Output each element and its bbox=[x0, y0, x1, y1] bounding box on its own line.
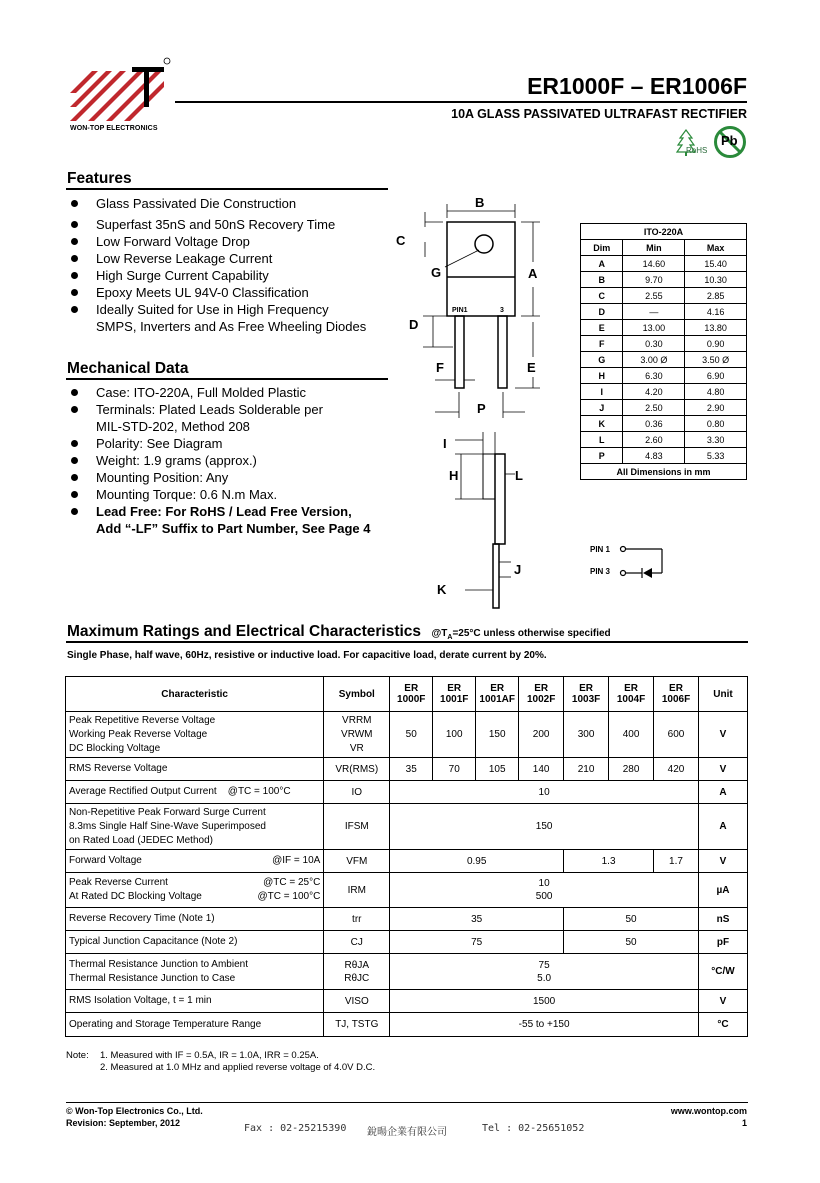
mechanical-heading: Mechanical Data bbox=[67, 360, 189, 377]
symbol-cell: VRRM VRWM VR bbox=[324, 712, 390, 758]
footer-tel: Tel : 02-25651052 bbox=[482, 1123, 585, 1134]
value-cell: 400 bbox=[609, 712, 654, 758]
char-cell: Non-Repetitive Peak Forward Surge Current 8.3ms Single Half Sine-Wave Superimposed on Rated Load (JEDEC Method) bbox=[66, 804, 324, 850]
ratings-table bbox=[65, 676, 748, 1037]
table-row bbox=[581, 256, 747, 272]
table-row bbox=[581, 368, 747, 384]
table-row bbox=[581, 288, 747, 304]
brand-name: WON-TOP ELECTRONICS bbox=[70, 125, 158, 132]
table-row bbox=[66, 850, 748, 873]
unit-cell: V bbox=[698, 712, 747, 758]
footer-revision: Revision: September, 2012 bbox=[66, 1118, 181, 1128]
table-row bbox=[66, 931, 748, 954]
dim-cell: K bbox=[581, 416, 623, 432]
value-cell: 10 500 bbox=[390, 873, 699, 908]
list-item: Glass Passivated Die Construction bbox=[67, 195, 366, 212]
mechanical-list bbox=[67, 384, 371, 537]
dim-label-h: H bbox=[449, 468, 459, 483]
table-row bbox=[581, 432, 747, 448]
rohs-tree-icon bbox=[676, 128, 712, 160]
dim-cell: L bbox=[581, 432, 623, 448]
schematic-pin1-label: PIN 1 bbox=[590, 545, 611, 554]
rohs-badge bbox=[676, 128, 712, 160]
unit-cell: A bbox=[698, 781, 747, 804]
dim-cell: B bbox=[581, 272, 623, 288]
value-cell: 50 bbox=[564, 931, 699, 954]
dim-cell: 2.50 bbox=[623, 400, 685, 416]
table-header-row bbox=[66, 677, 748, 712]
pb-label: Pb bbox=[721, 133, 738, 148]
dim-col-header: Max bbox=[685, 240, 747, 256]
list-item: Terminals: Plated Leads Solderable per bbox=[67, 401, 371, 418]
table-row bbox=[66, 712, 748, 758]
dim-cell: 4.20 bbox=[623, 384, 685, 400]
unit-cell: pF bbox=[698, 931, 747, 954]
symbol-cell: TJ, TSTG bbox=[324, 1013, 390, 1037]
list-item: Low Forward Voltage Drop bbox=[67, 233, 366, 250]
dim-cell: 3.50 Ø bbox=[685, 352, 747, 368]
features-heading: Features bbox=[67, 170, 132, 187]
col-header-part: ER 1001F bbox=[433, 677, 476, 712]
table-row bbox=[581, 272, 747, 288]
pin1-marker: PIN1 bbox=[452, 307, 468, 314]
value-cell: 150 bbox=[476, 712, 519, 758]
dim-label-i: I bbox=[443, 436, 447, 451]
unit-cell: nS bbox=[698, 908, 747, 931]
symbol-cell: trr bbox=[324, 908, 390, 931]
col-header-unit: Unit bbox=[698, 677, 747, 712]
dim-cell: 6.30 bbox=[623, 368, 685, 384]
unit-cell: °C bbox=[698, 1013, 747, 1037]
footer-company-cn: 銳暘企業有限公司 bbox=[367, 1127, 447, 1138]
dim-table-title: ITO-220A bbox=[581, 224, 747, 240]
package-outline-drawing bbox=[395, 192, 560, 612]
dim-label-g: G bbox=[431, 265, 442, 280]
dim-cell: 0.90 bbox=[685, 336, 747, 352]
ratings-cond-rest: =25°C unless otherwise specified bbox=[452, 628, 611, 639]
unit-cell: V bbox=[698, 990, 747, 1013]
table-row bbox=[581, 352, 747, 368]
ratings-heading: Maximum Ratings and Electrical Characteristics bbox=[67, 623, 422, 640]
dim-cell: H bbox=[581, 368, 623, 384]
dim-cell: — bbox=[623, 304, 685, 320]
list-item: High Surge Current Capability bbox=[67, 267, 366, 284]
value-cell: 75 5.0 bbox=[390, 954, 699, 990]
value-cell: 210 bbox=[564, 758, 609, 781]
note-2: 2. Measured at 1.0 MHz and applied reverse voltage of 4.0V D.C. bbox=[100, 1062, 376, 1073]
ratings-cond: @T bbox=[431, 628, 448, 639]
value-cell: 50 bbox=[564, 908, 699, 931]
list-item: Epoxy Meets UL 94V-0 Classification bbox=[67, 284, 366, 301]
char-cell: Peak Repetitive Reverse Voltage Working Peak Reverse Voltage DC Blocking Voltage bbox=[66, 712, 324, 758]
col-header-part: ER 1001AF bbox=[476, 677, 519, 712]
value-cell: 105 bbox=[476, 758, 519, 781]
value-cell: 0.95 bbox=[390, 850, 564, 873]
notes-label: Note: bbox=[66, 1050, 89, 1061]
rohs-label: RoHS bbox=[686, 146, 708, 155]
col-header-part: ER 1000F bbox=[390, 677, 433, 712]
value-cell: 1500 bbox=[390, 990, 699, 1013]
value-cell: 300 bbox=[564, 712, 609, 758]
value-cell: 280 bbox=[609, 758, 654, 781]
char-cell: Average Rectified Output Current @TC = 100°C bbox=[66, 781, 324, 804]
dim-cell: 4.80 bbox=[685, 384, 747, 400]
table-row bbox=[66, 908, 748, 931]
list-item: Case: ITO-220A, Full Molded Plastic bbox=[67, 384, 371, 401]
dim-label-l: L bbox=[515, 468, 523, 483]
value-cell: 600 bbox=[654, 712, 699, 758]
char-cell: Reverse Recovery Time (Note 1) bbox=[66, 908, 324, 931]
col-header-part: ER 1002F bbox=[519, 677, 564, 712]
table-row bbox=[66, 1013, 748, 1037]
char-cell: Operating and Storage Temperature Range bbox=[66, 1013, 324, 1037]
list-item: Ideally Suited for Use in High Frequency bbox=[67, 301, 366, 318]
value-cell: 140 bbox=[519, 758, 564, 781]
polarity-schematic bbox=[590, 540, 690, 585]
dim-cell: C bbox=[581, 288, 623, 304]
table-row bbox=[581, 320, 747, 336]
logo-mark-icon bbox=[66, 55, 171, 125]
dim-cell: 10.30 bbox=[685, 272, 747, 288]
value-cell: 150 bbox=[390, 804, 699, 850]
footer-copyright: © Won-Top Electronics Co., Ltd. bbox=[66, 1106, 203, 1116]
col-header-part: ER 1003F bbox=[564, 677, 609, 712]
dim-cell: 9.70 bbox=[623, 272, 685, 288]
table-row bbox=[581, 400, 747, 416]
dim-cell: F bbox=[581, 336, 623, 352]
table-row bbox=[581, 304, 747, 320]
dim-cell: 2.55 bbox=[623, 288, 685, 304]
value-cell: 50 bbox=[390, 712, 433, 758]
dim-col-header: Min bbox=[623, 240, 685, 256]
dim-cell: 6.90 bbox=[685, 368, 747, 384]
table-row bbox=[581, 448, 747, 464]
dim-cell: 14.60 bbox=[623, 256, 685, 272]
list-item: Polarity: See Diagram bbox=[67, 435, 371, 452]
dim-col-header: Dim bbox=[581, 240, 623, 256]
ratings-subnote: Single Phase, half wave, 60Hz, resistive or inductive load. For capacitive load, derate current by 20%. bbox=[67, 650, 547, 661]
col-header-characteristic: Characteristic bbox=[66, 677, 324, 712]
list-item: Mounting Position: Any bbox=[67, 469, 371, 486]
table-row bbox=[66, 781, 748, 804]
dim-cell: 4.16 bbox=[685, 304, 747, 320]
table-row bbox=[66, 873, 748, 908]
value-cell: 70 bbox=[433, 758, 476, 781]
unit-cell: °C/W bbox=[698, 954, 747, 990]
dim-cell: I bbox=[581, 384, 623, 400]
table-row bbox=[66, 758, 748, 781]
dim-cell: G bbox=[581, 352, 623, 368]
features-rule bbox=[66, 188, 388, 190]
dim-cell: 2.85 bbox=[685, 288, 747, 304]
dim-cell: 3.00 Ø bbox=[623, 352, 685, 368]
unit-cell: V bbox=[698, 758, 747, 781]
brand-logo bbox=[66, 55, 171, 125]
list-item: SMPS, Inverters and As Free Wheeling Diodes bbox=[96, 319, 367, 334]
symbol-cell: IO bbox=[324, 781, 390, 804]
char-cell: Forward Voltage @IF = 10A bbox=[66, 850, 324, 873]
features-list bbox=[67, 195, 366, 335]
dim-label-b: B bbox=[475, 195, 485, 210]
list-item: Weight: 1.9 grams (approx.) bbox=[67, 452, 371, 469]
list-item: MIL-STD-202, Method 208 bbox=[96, 419, 250, 434]
table-row bbox=[66, 804, 748, 850]
ratings-cond-sub: A bbox=[447, 634, 453, 641]
pb-free-badge bbox=[713, 125, 747, 159]
value-cell: 420 bbox=[654, 758, 699, 781]
dim-label-f: F bbox=[436, 360, 444, 375]
value-cell: 1.3 bbox=[564, 850, 654, 873]
unit-cell: µA bbox=[698, 873, 747, 908]
unit-cell: V bbox=[698, 850, 747, 873]
dim-label-e: E bbox=[527, 360, 536, 375]
list-item: Lead Free: For RoHS / Lead Free Version, bbox=[67, 503, 371, 520]
dim-label-c: C bbox=[396, 233, 406, 248]
footer-rule bbox=[66, 1102, 748, 1103]
pin3-marker: 3 bbox=[500, 307, 504, 314]
dim-cell: 0.80 bbox=[685, 416, 747, 432]
dim-cell: D bbox=[581, 304, 623, 320]
col-header-part: ER 1004F bbox=[609, 677, 654, 712]
symbol-cell: VFM bbox=[324, 850, 390, 873]
page-subtitle: 10A GLASS PASSIVATED ULTRAFAST RECTIFIER bbox=[451, 107, 747, 121]
table-row bbox=[66, 954, 748, 990]
dim-label-k: K bbox=[437, 582, 447, 597]
ratings-rule bbox=[66, 641, 748, 643]
list-item: Superfast 35nS and 50nS Recovery Time bbox=[67, 216, 366, 233]
mechanical-rule bbox=[66, 378, 388, 380]
dim-cell: P bbox=[581, 448, 623, 464]
dim-cell: 3.30 bbox=[685, 432, 747, 448]
dim-label-a: A bbox=[528, 266, 538, 281]
value-cell: 200 bbox=[519, 712, 564, 758]
dim-cell: 0.36 bbox=[623, 416, 685, 432]
char-cell: Thermal Resistance Junction to Ambient Thermal Resistance Junction to Case bbox=[66, 954, 324, 990]
table-row bbox=[66, 990, 748, 1013]
symbol-cell: IRM bbox=[324, 873, 390, 908]
value-cell: 1.7 bbox=[654, 850, 699, 873]
dim-cell: J bbox=[581, 400, 623, 416]
value-cell: 75 bbox=[390, 931, 564, 954]
value-cell: -55 to +150 bbox=[390, 1013, 699, 1037]
dim-cell: 2.90 bbox=[685, 400, 747, 416]
dim-cell: 0.30 bbox=[623, 336, 685, 352]
dim-cell: 13.80 bbox=[685, 320, 747, 336]
char-cell: Typical Junction Capacitance (Note 2) bbox=[66, 931, 324, 954]
dim-cell: 4.83 bbox=[623, 448, 685, 464]
dim-cell: 13.00 bbox=[623, 320, 685, 336]
symbol-cell: CJ bbox=[324, 931, 390, 954]
schematic-pin3-label: PIN 3 bbox=[590, 567, 611, 576]
unit-cell: A bbox=[698, 804, 747, 850]
value-cell: 10 bbox=[390, 781, 699, 804]
dim-table-footer: All Dimensions in mm bbox=[581, 464, 747, 480]
ratings-heading-line bbox=[67, 623, 611, 641]
dimension-table bbox=[580, 223, 747, 480]
dim-cell: 2.60 bbox=[623, 432, 685, 448]
dim-cell: A bbox=[581, 256, 623, 272]
footer-page-number: 1 bbox=[741, 1118, 747, 1128]
title-rule bbox=[175, 101, 747, 103]
char-cell: RMS Isolation Voltage, t = 1 min bbox=[66, 990, 324, 1013]
dim-cell: E bbox=[581, 320, 623, 336]
dim-label-j: J bbox=[514, 562, 522, 577]
dim-label-d: D bbox=[409, 317, 419, 332]
value-cell: 35 bbox=[390, 758, 433, 781]
col-header-part: ER 1006F bbox=[654, 677, 699, 712]
dim-cell: 5.33 bbox=[685, 448, 747, 464]
dim-label-p: P bbox=[477, 401, 486, 416]
list-item: Mounting Torque: 0.6 N.m Max. bbox=[67, 486, 371, 503]
list-item: Add “-LF” Suffix to Part Number, See Page 4 bbox=[96, 521, 371, 536]
footer-fax: Fax : 02-25215390 bbox=[244, 1123, 347, 1134]
symbol-cell: RθJA RθJC bbox=[324, 954, 390, 990]
value-cell: 35 bbox=[390, 908, 564, 931]
char-cell: RMS Reverse Voltage bbox=[66, 758, 324, 781]
footer-website[interactable]: www.wontop.com bbox=[670, 1106, 747, 1116]
value-cell: 100 bbox=[433, 712, 476, 758]
note-1: 1. Measured with IF = 0.5A, IR = 1.0A, IRR = 0.25A. bbox=[100, 1050, 319, 1061]
dim-cell: 15.40 bbox=[685, 256, 747, 272]
col-header-symbol: Symbol bbox=[324, 677, 390, 712]
list-item: Low Reverse Leakage Current bbox=[67, 250, 366, 267]
symbol-cell: VR(RMS) bbox=[324, 758, 390, 781]
page-title: ER1000F – ER1006F bbox=[527, 73, 747, 99]
symbol-cell: VISO bbox=[324, 990, 390, 1013]
table-row bbox=[581, 384, 747, 400]
table-row bbox=[581, 416, 747, 432]
char-cell: Peak Reverse Current @TC = 25°C At Rated DC Blocking Voltage @TC = 100°C bbox=[66, 873, 324, 908]
table-row bbox=[581, 336, 747, 352]
symbol-cell: IFSM bbox=[324, 804, 390, 850]
